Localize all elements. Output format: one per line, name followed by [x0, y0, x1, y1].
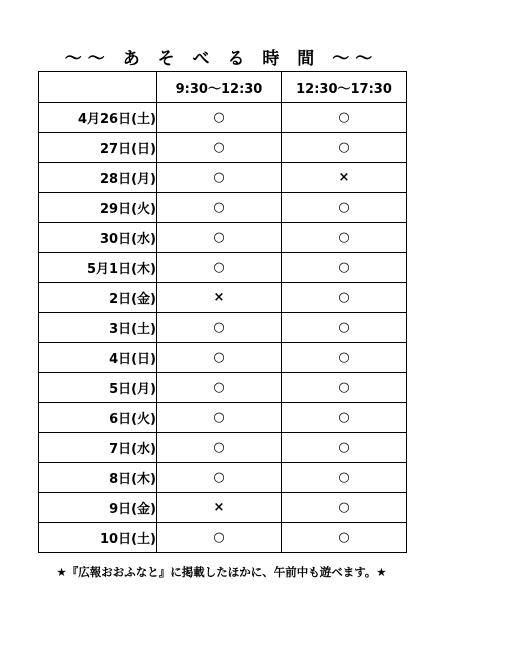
date-cell: 5月1日(木) — [39, 253, 157, 283]
date-cell: 9日(金) — [39, 493, 157, 523]
afternoon-cell: ○ — [282, 493, 407, 523]
table-row — [39, 433, 407, 463]
date-cell: 10日(土) — [39, 523, 157, 553]
afternoon-cell: ○ — [282, 403, 407, 433]
header-afternoon: 12:30～17:30 — [282, 72, 407, 103]
afternoon-cell: ○ — [282, 223, 407, 253]
morning-cell: ○ — [157, 253, 282, 283]
page-title: ～～ あ そ べ る 時 間 ～～ — [64, 49, 379, 69]
morning-cell: × — [157, 493, 282, 523]
date-cell: 8日(木) — [39, 463, 157, 493]
date-cell: 5日(月) — [39, 373, 157, 403]
table-row — [39, 403, 407, 433]
header-date — [39, 72, 157, 103]
morning-cell: ○ — [157, 403, 282, 433]
table-row — [39, 223, 407, 253]
afternoon-cell: ○ — [282, 433, 407, 463]
table-row — [39, 163, 407, 193]
date-cell: 30日(水) — [39, 223, 157, 253]
afternoon-cell: ○ — [282, 523, 407, 553]
date-cell: 7日(水) — [39, 433, 157, 463]
morning-cell: ○ — [157, 133, 282, 163]
morning-cell: ○ — [157, 523, 282, 553]
table-row — [39, 523, 407, 553]
table-row — [39, 463, 407, 493]
morning-cell: ○ — [157, 313, 282, 343]
table-row — [39, 193, 407, 223]
afternoon-cell: × — [282, 163, 407, 193]
afternoon-cell: ○ — [282, 343, 407, 373]
afternoon-cell: ○ — [282, 253, 407, 283]
schedule-table — [38, 71, 407, 553]
afternoon-cell: ○ — [282, 463, 407, 493]
table-row — [39, 493, 407, 523]
morning-cell: ○ — [157, 103, 282, 133]
date-cell: 4日(日) — [39, 343, 157, 373]
morning-cell: ○ — [157, 193, 282, 223]
morning-cell: ○ — [157, 433, 282, 463]
morning-cell: × — [157, 283, 282, 313]
afternoon-cell: ○ — [282, 133, 407, 163]
morning-cell: ○ — [157, 163, 282, 193]
date-cell: 29日(火) — [39, 193, 157, 223]
date-cell: 2日(金) — [39, 283, 157, 313]
table-row — [39, 373, 407, 403]
table-row — [39, 283, 407, 313]
table-row — [39, 313, 407, 343]
date-cell: 28日(月) — [39, 163, 157, 193]
table-row — [39, 253, 407, 283]
morning-cell: ○ — [157, 373, 282, 403]
morning-cell: ○ — [157, 343, 282, 373]
header-morning: 9:30～12:30 — [157, 72, 282, 103]
table-header-row — [39, 72, 407, 103]
table-row — [39, 343, 407, 373]
afternoon-cell: ○ — [282, 193, 407, 223]
morning-cell: ○ — [157, 223, 282, 253]
footer-note: ★『広報おおふなと』に掲載したほかに、午前中も遊べます。★ — [56, 565, 387, 579]
table-row — [39, 103, 407, 133]
morning-cell: ○ — [157, 463, 282, 493]
date-cell: 27日(日) — [39, 133, 157, 163]
date-cell: 3日(土) — [39, 313, 157, 343]
table-row — [39, 133, 407, 163]
afternoon-cell: ○ — [282, 283, 407, 313]
date-cell: 6日(火) — [39, 403, 157, 433]
afternoon-cell: ○ — [282, 313, 407, 343]
afternoon-cell: ○ — [282, 103, 407, 133]
afternoon-cell: ○ — [282, 373, 407, 403]
date-cell: 4月26日(土) — [39, 103, 157, 133]
